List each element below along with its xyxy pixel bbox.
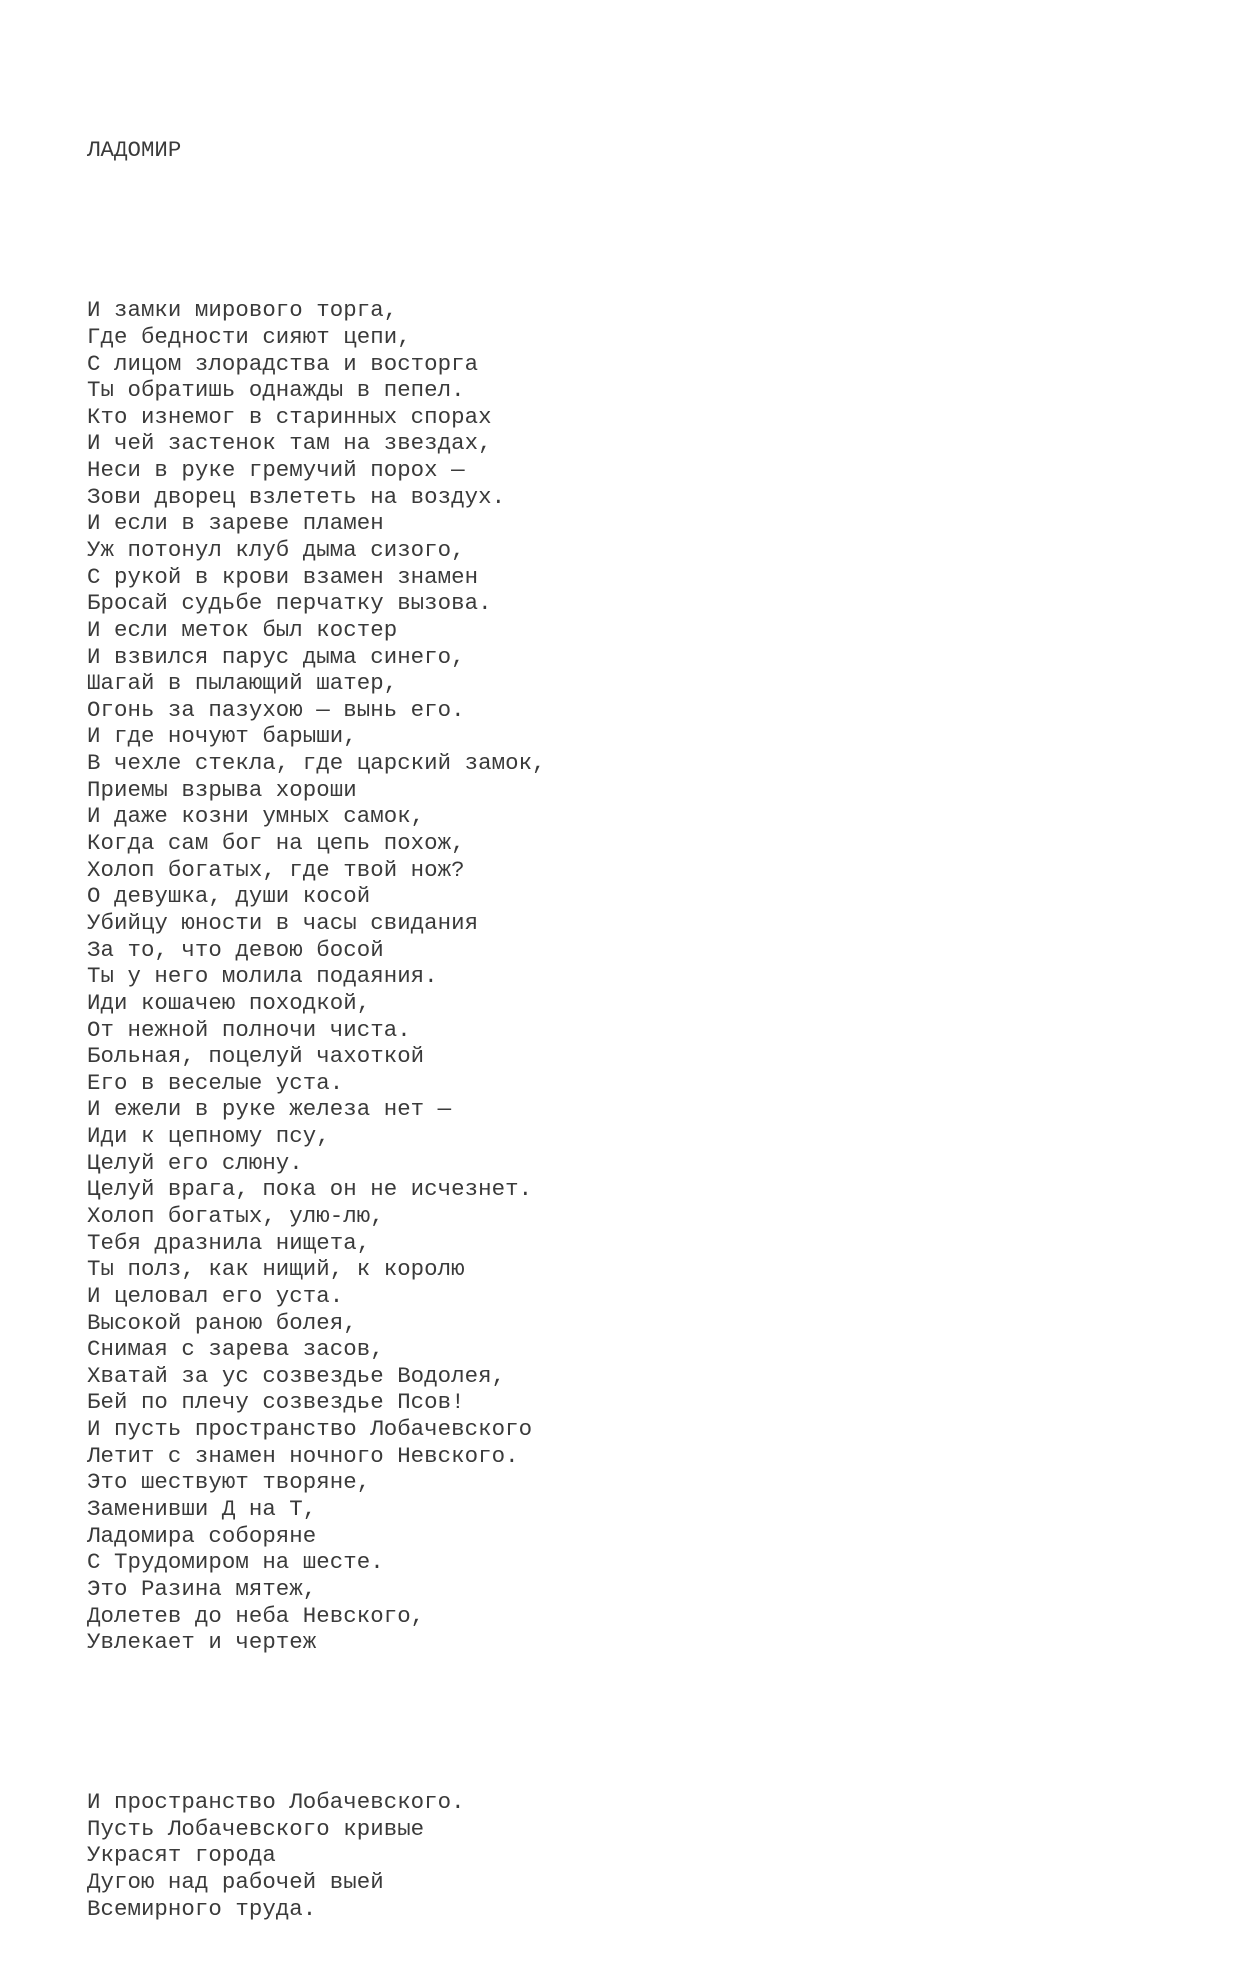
poem-line: И целовал его уста. — [87, 1282, 344, 1309]
poem-line: И замки мирового торга, — [87, 297, 398, 324]
poem-line: За то, что девою босой — [87, 936, 384, 963]
poem-line: От нежной полночи чиста. — [87, 1016, 411, 1043]
poem-line: Бей по плечу созвездье Псов! — [87, 1389, 465, 1416]
poem-line: Зови дворец взлететь на воздух. — [87, 483, 506, 510]
poem-line: Это шествуют творяне, — [87, 1469, 371, 1496]
poem-line: Тебя дразнила нищета, — [87, 1229, 371, 1256]
poem-line: И чей застенок там на звездах, — [87, 430, 492, 457]
poem-line: Приемы взрыва хороши — [87, 776, 357, 803]
poem-line: И пространство Лобачевского. — [87, 1789, 465, 1816]
poem-line: Иди к цепному псу, — [87, 1123, 330, 1150]
poem-stanza-1 — [87, 297, 546, 1656]
poem-line: Шагай в пылающий шатер, — [87, 670, 398, 697]
poem-line: Долетев до неба Невского, — [87, 1602, 425, 1629]
poem-line: Дугою над рабочей выей — [87, 1869, 384, 1896]
poem-line: Холоп богатых, улю-лю, — [87, 1203, 384, 1229]
poem-line: Его в веселые уста. — [87, 1069, 344, 1096]
blank-line — [87, 217, 546, 244]
poem-line: Ты обратишь однажды в пепел. — [87, 377, 465, 404]
poem-line: Иди кошачею походкой, — [87, 989, 371, 1016]
poem-line: С Трудомиром на шесте. — [87, 1549, 384, 1576]
poem-line: Когда сам бог на цепь похож, — [87, 830, 465, 857]
poem-line: О девушка, души косой — [87, 883, 371, 910]
poem-line: Ладомира соборяне — [87, 1522, 317, 1549]
poem-stanza-2 — [87, 1789, 546, 1922]
poem-line: И если в зареве пламен — [87, 510, 384, 537]
poem-line: Холоп богатых, где твой нож? — [87, 856, 465, 883]
poem-line: И пусть пространство Лобачевского — [87, 1416, 533, 1443]
poem-line: Летит с знамен ночного Невского. — [87, 1442, 519, 1469]
poem-line: Целуй его слюну. — [87, 1149, 303, 1176]
poem-line: Где бедности сияют цепи, — [87, 323, 411, 350]
poem-text-block — [87, 84, 546, 1976]
poem-line: Уж потонул клуб дыма сизого, — [87, 536, 465, 563]
poem-line: Это Разина мятеж, — [87, 1575, 317, 1602]
poem-line: Ты полз, как нищий, к королю — [87, 1256, 465, 1283]
poem-line: Всемирного труда. — [87, 1895, 317, 1922]
poem-line: Хватай за ус созвездье Водолея, — [87, 1362, 506, 1389]
poem-line: Украсят города — [87, 1842, 276, 1869]
poem-line: Заменивши Д на Т, — [87, 1496, 317, 1523]
poem-line: Ты у него молила подаяния. — [87, 963, 438, 990]
poem-title: ЛАДОМИР — [87, 137, 182, 164]
poem-line: Огонь за пазухою — вынь его. — [87, 696, 465, 723]
poem-line: И если меток был костер — [87, 616, 398, 643]
poem-line: Кто изнемог в старинных спорах — [87, 403, 492, 430]
poem-line: С рукой в крови взамен знамен — [87, 563, 479, 590]
poem-line: И взвился парус дыма синего, — [87, 643, 465, 670]
poem-line: В чехле стекла, где царский замок, — [87, 750, 546, 777]
poem-line: Убийцу юности в часы свидания — [87, 909, 479, 936]
poem-line: С лицом злорадства и восторга — [87, 350, 479, 377]
poem-line: Целуй врага, пока он не исчезнет. — [87, 1176, 533, 1203]
poem-line: И даже козни умных самок, — [87, 803, 425, 830]
poem-line: Больная, поцелуй чахоткой — [87, 1043, 425, 1070]
blank-line — [87, 1709, 546, 1736]
poem-line: И где ночуют барыши, — [87, 723, 357, 750]
poem-line: Неси в руке гремучий порох — — [87, 457, 465, 484]
poem-line: Высокой раною болея, — [87, 1309, 357, 1336]
poem-line: Бросай судьбе перчатку вызова. — [87, 590, 492, 617]
poem-line: Снимая с зарева засов, — [87, 1336, 384, 1363]
poem-line: И ежели в руке железа нет — — [87, 1096, 452, 1123]
poem-line: Увлекает и чертеж — [87, 1629, 317, 1656]
poem-line: Пусть Лобачевского кривые — [87, 1815, 425, 1842]
